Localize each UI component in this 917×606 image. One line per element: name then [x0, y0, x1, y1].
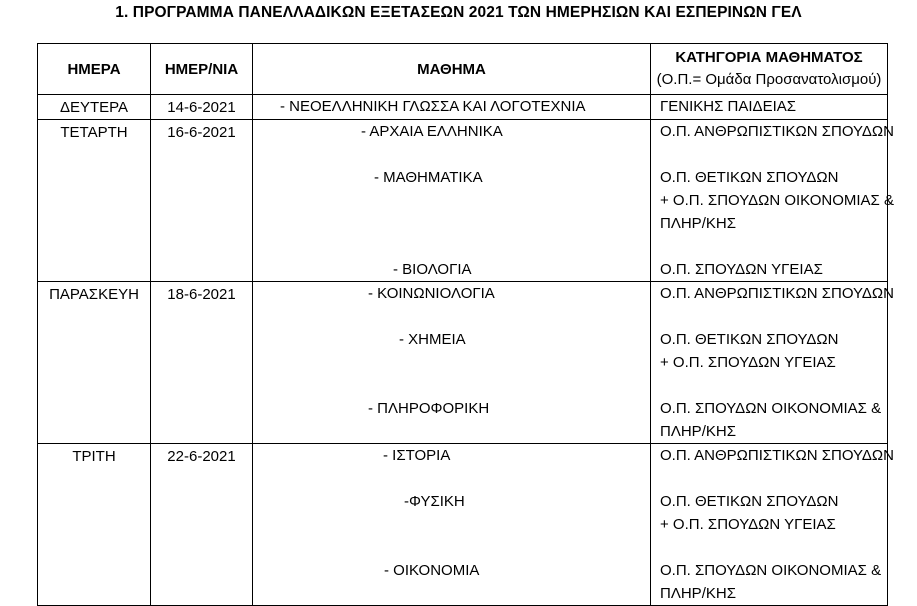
category-line: ΓΕΝΙΚΗΣ ΠΑΙΔΕΙΑΣ [660, 98, 797, 115]
subject-name: - ΒΙΟΛΟΓΙΑ [393, 261, 472, 278]
category-line: ΠΛΗΡ/ΚΗΣ [660, 423, 736, 440]
day-cell: ΠΑΡΑΣΚΕΥΗ [38, 282, 151, 444]
category-line: + Ο.Π. ΣΠΟΥΔΩΝ ΟΙΚΟΝΟΜΙΑΣ & [660, 192, 895, 209]
category-line: Ο.Π. ΑΝΘΡΩΠΙΣΤΙΚΩΝ ΣΠΟΥΔΩΝ [660, 447, 894, 464]
subject-cell [253, 95, 651, 120]
category-cell [651, 282, 894, 444]
header-category-note: (Ο.Π.= Ομάδα Προσανατολισμού) [656, 71, 882, 88]
page-title: 1. ΠΡΟΓΡΑΜΜΑ ΠΑΝΕΛΛΑΔΙΚΩΝ ΕΞΕΤΑΣΕΩΝ 2021 ΤΩΝ ΗΜΕΡΗΣΙΩΝ ΚΑΙ ΕΣΠΕΡΙΝΩΝ ΓΕΛ [115, 4, 802, 21]
header-category-label: ΚΑΤΗΓΟΡΙΑ ΜΑΘΗΜΑΤΟΣ [675, 49, 863, 66]
category-line: Ο.Π. ΘΕΤΙΚΩΝ ΣΠΟΥΔΩΝ [660, 169, 839, 186]
table-header-row [38, 44, 888, 95]
table-row [38, 120, 888, 282]
subject-name: - ΑΡΧΑΙΑ ΕΛΛΗΝΙΚΑ [361, 123, 503, 140]
header-subject: ΜΑΘΗΜΑ [253, 44, 651, 95]
date-cell: 16-6-2021 [151, 120, 253, 282]
table-row [38, 444, 888, 606]
category-line: + Ο.Π. ΣΠΟΥΔΩΝ ΥΓΕΙΑΣ [660, 516, 836, 533]
subject-cell [253, 444, 651, 606]
day-cell: ΤΡΙΤΗ [38, 444, 151, 606]
category-line: Ο.Π. ΣΠΟΥΔΩΝ ΥΓΕΙΑΣ [660, 261, 823, 278]
category-line: Ο.Π. ΑΝΘΡΩΠΙΣΤΙΚΩΝ ΣΠΟΥΔΩΝ [660, 123, 894, 140]
header-category [651, 44, 888, 95]
category-line: Ο.Π. ΘΕΤΙΚΩΝ ΣΠΟΥΔΩΝ [660, 493, 839, 510]
day-cell: ΔΕΥΤΕΡΑ [38, 95, 151, 120]
subject-name: - ΠΛΗΡΟΦΟΡΙΚΗ [368, 400, 490, 417]
category-line: ΠΛΗΡ/ΚΗΣ [660, 215, 736, 232]
category-line: Ο.Π. ΣΠΟΥΔΩΝ ΟΙΚΟΝΟΜΙΑΣ & [660, 400, 882, 417]
subject-name: - ΝΕΟΕΛΛΗΝΙΚΗ ΓΛΩΣΣΑ ΚΑΙ ΛΟΓΟΤΕΧΝΙΑ [280, 98, 586, 115]
exam-schedule-table [37, 43, 895, 606]
header-date: ΗΜΕΡ/ΝΙΑ [151, 44, 253, 95]
category-line: Ο.Π. ΣΠΟΥΔΩΝ ΟΙΚΟΝΟΜΙΑΣ & [660, 562, 882, 579]
category-line: + Ο.Π. ΣΠΟΥΔΩΝ ΥΓΕΙΑΣ [660, 354, 836, 371]
subject-cell [253, 120, 651, 282]
subject-cell [253, 282, 651, 444]
category-line: ΠΛΗΡ/ΚΗΣ [660, 585, 736, 602]
category-cell [651, 444, 894, 606]
table-row [38, 282, 888, 444]
date-cell: 14-6-2021 [151, 95, 253, 120]
subject-name: - ΚΟΙΝΩΝΙΟΛΟΓΙΑ [368, 285, 495, 302]
header-day: ΗΜΕΡΑ [38, 44, 151, 95]
table-row [38, 95, 888, 120]
category-line: Ο.Π. ΘΕΤΙΚΩΝ ΣΠΟΥΔΩΝ [660, 331, 839, 348]
day-cell: ΤΕΤΑΡΤΗ [38, 120, 151, 282]
subject-name: - ΧΗΜΕΙΑ [399, 331, 466, 348]
subject-name: - ΟΙΚΟΝΟΜΙΑ [384, 562, 480, 579]
subject-name: - ΜΑΘΗΜΑΤΙΚΑ [374, 169, 483, 186]
category-cell [651, 95, 888, 120]
date-cell: 18-6-2021 [151, 282, 253, 444]
subject-name: -ΦΥΣΙΚΗ [404, 493, 465, 510]
subject-name: - ΙΣΤΟΡΙΑ [383, 447, 451, 464]
category-line: Ο.Π. ΑΝΘΡΩΠΙΣΤΙΚΩΝ ΣΠΟΥΔΩΝ [660, 285, 894, 302]
category-cell [651, 120, 895, 282]
date-cell: 22-6-2021 [151, 444, 253, 606]
